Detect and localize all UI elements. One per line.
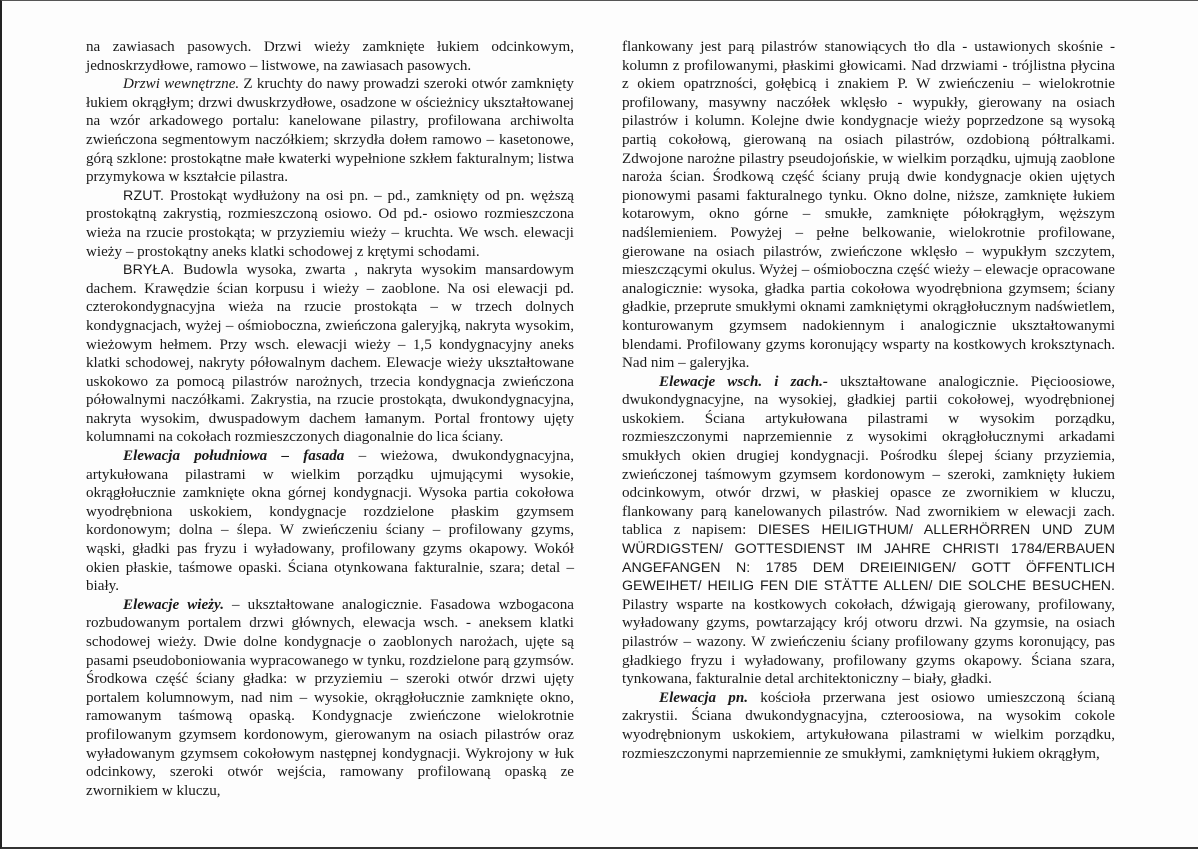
paragraph-doors-hinges: na zawiasach pasowych. Drzwi wieży zamknięte łukiem odcinkowym, jednoskrzydłowe, ramowo – listwowe, na zawiasach pasowych. — [86, 39, 574, 74]
heading-inner-doors: Drzwi wewnętrzne. — [123, 76, 240, 93]
heading-tower-elevations: Elewacje wieży. — [123, 596, 224, 613]
heading-south-facade: Elewacja południowa – fasada — [123, 448, 345, 465]
paragraph-north-elevation: Elewacja pn. kościoła przerwana jest osiowo umieszczoną ścianą zakrystii. Ściana dwukondygnacyjna, czteroosiowa, na wysokim cokole wyodrębnionym uskokiem, artykułowana pilastrami w wielkim porządku, rozmieszczonymi naprzemiennie ze smukłymi, zamkniętymi łukiem okrągłym, — [622, 689, 1115, 762]
paragraph-plan: RZUT. Prostokąt wydłużony na osi pn. – pd., zamknięty od pn. węższą prostokątną zakrystią, rozmieszczoną osiowo. Od pd.- osiowo rozmieszczona wieża na rzucie prostokąta; w przyziemiu wieży – kruchta. We wsch. elewacji wieży – prostokątny aneks klatki schodowej z krętymi schodami. — [86, 187, 574, 260]
left-text-column — [86, 38, 574, 800]
right-text-column — [622, 38, 1115, 763]
heading-body: BRYŁA. — [123, 262, 175, 279]
paragraph-portal-continued: flankowany jest parą pilastrów stanowiących tło dla - ustawionych skośnie - kolumn z profilowanymi, płaskimi głowicami. Nad drzwiami - trójlistna płycina z okiem opatrzności, gołębicą i znakiem P. W zwieńczeniu – wielokrotnie profilowany, masywny naczółek wklęsło - wypukły, gierowany na osiach pilastrów i kolumn. Kolejne dwie kondygnacje wieży poprzedzone są wysoką partią cokołową, gierowaną na osiach pilastrów, ozdobioną półtralkami. Zdwojone narożne pilastry pseudojońskie, w wielkim porządku, ujmują zaoblone naroża ścian. Środkową część ściany prują dwie kondygnacje okien ujętych pionowymi pasami fakturalnego tynku. Okno dolne, niższe, zamknięte łukiem kotarowym, okno górne – smukłe, zamknięte półokrągłym, węższym nadślemieniem. Powyżej – pełne belkowanie, wielokrotnie profilowane, gierowane na osiach pilastrów, zwieńczone wklęsło – wypukłym szczytem, mieszczącymi okulus. Wyżej – ośmioboczna część wieży – elewacje opracowane analogicznie: wysoka, gładka partia cokołowa wyodrębniona gzymsem; ściany gładkie, przeprute smukłymi oknami zamkniętymi okrągłołucznym nadświetlem, konturowanym gzymsem nadokiennym i analogicznie ukształtowanymi blendami. Profilowany gzyms koronujący wsparty na kostkowych kroksztynach. Nad nim – galeryjka. — [622, 39, 1115, 372]
heading-east-west-elevations: Elewacje wsch. i zach.- — [659, 373, 828, 390]
paragraph-inner-doors: Drzwi wewnętrzne. Z kruchty do nawy prowadzi szeroki otwór zamknięty łukiem okrągłym; drzwi dwuskrzydłowe, osadzone w ościeżnicy ukształtowanej na wzór arkadowego portalu: kanelowane pilastry, profilowana archiwolta zwieńczona segmentowym naczółkiem; skrzydła dołem ramowo – kasetonowe, górą szklone: prostokątne małe kwaterki wypełnione szkłem fakturalnym; listwa przymykowa w kształcie pilastra. — [86, 76, 574, 186]
paragraph-body: BRYŁA. Budowla wysoka, zwarta , nakryta wysokim mansardowym dachem. Krawędzie ścian korpusu i wieży – zaoblone. Na osi elewacji pd. czterokondygnacyjna wieża na rzucie prostokąta – w trzech dolnych kondygnacjach, wyżej – ośmioboczna, zwieńczona galeryjką, nakryta wysokim, wieżowym hełmem. Przy wsch. elewacji wieży – 1,5 kondygnacyjny aneks klatki schodowej, nakryty półowalnym dachem. Elewacje wieży ukształtowane uskokowo za pomocą pilastrów narożnych, trzecia kondygnacja zwieńczona półowalnymi naczółkami. Zakrystia, na rzucie prostokąta, dwukondygnacyjna, nakryta wysokim, dwuspadowym dachem łamanym. Portal frontowy ujęty kolumnami na cokołach rozmieszczonych diagonalnie do lica ściany. — [86, 262, 574, 446]
heading-plan: RZUT. — [123, 187, 165, 204]
paragraph-tower-elevations: Elewacje wieży. – ukształtowane analogicznie. Fasadowa wzbogacona rozbudowanym portalem drzwi głównych, elewacja wsch. - aneksem klatki schodowej wieży. Dwie dolne kondygnacje o zaoblonych narożach, ujęte są pasami pseudoboniowania wypracowanego w tynku, rozdzielone parą gzymsów. Środkowa część ściany gładka: w przyziemiu – szeroki otwór drzwi ujęty portalem kolumnowym, nad nim – wysokie, okrągłołucznie zamknięte okno, ramowanym taśmową opaską. Kondygnacje zwieńczone wielokrotnie profilowanym gzymsem kordonowym, gierowanym na osiach pilastrów oraz wyładowanym gzymsem cokołowym następnej kondygnacji. Wykrojony w łuk odcinkowy, szeroki otwór wejścia, ramowany profilowaną opaską ze zwornikiem w kluczu, — [86, 596, 575, 799]
paragraph-east-west-elevations: Elewacje wsch. i zach.- ukształtowane analogicznie. Pięcioosiowe, dwukondygnacyjne, na wysokiej, gładkiej partii cokołowej, wyodrębnionej uskokiem. Ściana artykułowana pilastrami w wysokim porządku, rozmieszczonymi naprzemiennie z wysokimi okrągłołucznymi arkadami smukłych okien drugiej kondygnacji. Pośrodku ślepej ściany przyziemia, zwieńczonej taśmowym gzymsem kordonowym – szeroki, zamknięty łukiem odcinkowym, otwór drzwi, w płaskiej opasce ze zwornikiem w kluczu, flankowany parą kanelowanych pilastrów. Nad zwornikiem w elewacji zach. tablica z napisem: DIESES HEILIGTHUM/ ALLERHÖRREN UND ZUM WÜRDIGSTEN/ GOTTESDIENST IM JAHRE CHRISTI 1784/ERBAUEN ANGEFANGEN N: 1785 DEM DREIEINIGEN/ GOTT ÖFFENTLICH GEWEIHET/ HEILIG FEN DIE STÄTTE ALLEN/ DIE SOLCHE BESUCHEN. Pilastry wsparte na kostkowych cokołach, dźwigają gierowany, profilowany, wyładowany gzyms, powtarzający krój otworu drzwi. Na gzymsie, na osiach pilastrów – wazony. W zwieńczeniu ściany profilowany gzyms koronujący, pas gładkiego fryzu i wyładowany, profilowany gzyms okapowy. Ściana szara, tynkowana, fakturalnie detal architektoniczny – biały, gładki. — [622, 373, 1116, 688]
paragraph-south-facade: Elewacja południowa – fasada – wieżowa, dwukondygnacyjna, artykułowana pilastrami w wielkim porządku ujmującymi wysokie, okrągłołucznie zamknięte okna górnej kondygnacji. Wysoka partia cokołowa wyodrębniona uskokiem, kondygnacje rozdzielone płaskim gzymsem kordonowym; dolna – ślepa. W zwieńczeniu ściany – profilowany gzyms, wąski, gładki pas fryzu i wyładowany, profilowany gzyms okapowy. Wokół okien płaskie, taśmowe opaski. Ściana otynkowana fakturalnie, szara; detal – biały. — [86, 448, 574, 595]
heading-north-elevation: Elewacja pn. — [659, 689, 748, 706]
inscription-text: GOTTESDIENST IM JAHRE CHRISTI 1784/ERBAUEN ANGEFANGEN N: 1785 DEM DREIEINIGEN/ GOTT ÖFFENTLICH GEWEIHET/ HEILIG FEN DIE STÄTTE ALLEN/ DIE SOLCHE BESUCHEN. — [622, 541, 1116, 595]
inscription-line-1: DIESES HEILIGTHUM/ ALLERHÖRREN UND ZUM WÜRDIGSTEN/ — [622, 522, 1115, 558]
